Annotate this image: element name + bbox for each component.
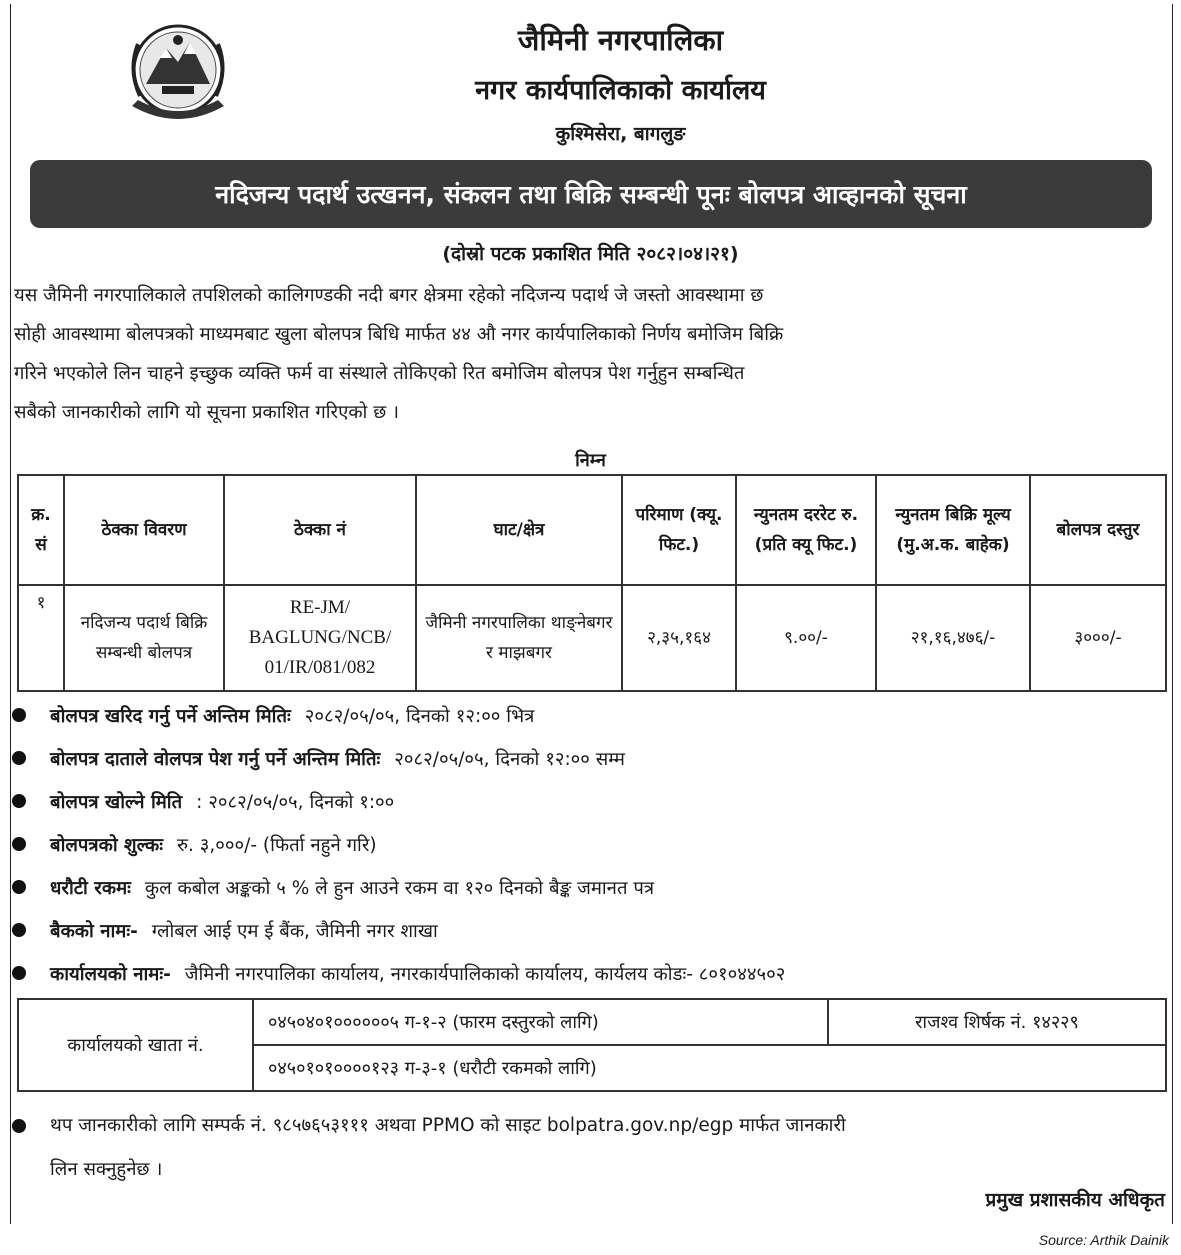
table-caption: निम्न	[575, 450, 606, 471]
item-label: बोलपत्रको शुल्कः	[50, 834, 163, 856]
intro-paragraph	[14, 276, 1168, 432]
contact-line	[12, 1104, 1172, 1148]
bullet-icon	[12, 880, 26, 894]
item-value: ग्लोबल आई एम ई बैंक, जैमिनी नगर शाखा	[151, 920, 438, 942]
item-value: रु. ३,०००/- (फिर्ता नहुने गरि)	[176, 834, 377, 856]
bullet-icon	[12, 708, 26, 722]
header-fee: बोलपत्र दस्तुर	[1030, 475, 1166, 585]
cell-min-price: २१,१६,४७६/-	[876, 585, 1030, 691]
list-item	[12, 786, 394, 816]
item-value: कुल कबोल अङ्कको ५ % ले हुन आउने रकम वा १२० दिनको बैङ्क जमानत पत्र	[144, 877, 655, 899]
cell-quantity: २,३५,१६४	[622, 585, 736, 691]
source-credit: Source: Arthik Dainik	[1038, 1232, 1169, 1248]
bullet-icon	[12, 1119, 26, 1133]
contact-line: लिन सक्नुहुनेछ ।	[50, 1159, 163, 1180]
item-label: बोलपत्र खोल्ने मिति	[50, 791, 183, 813]
cell-site: जैमिनी नगरपालिका थाङ्नेबगर र माझबगर	[416, 585, 622, 691]
cell-description: नदिजन्य पदार्थ बिक्रि सम्बन्धी बोलपत्र	[64, 585, 224, 691]
contact-text: थप जानकारीको लागि सम्पर्क नं. ९८५७६५३१११ अथवा PPMO को साइट bolpatra.gov.np/egp मार्फत जानकारी	[50, 1115, 846, 1136]
cell-min-rate: ९.००/-	[736, 585, 876, 691]
table-row	[18, 585, 1166, 691]
item-label: बोलपत्र खरिद गर्नु पर्ने अन्तिम मितिः	[50, 705, 291, 727]
bullet-icon	[12, 751, 26, 765]
intro-line: सोही आवस्थामा बोलपत्रको माध्यमबाट खुला बोलपत्र बिधि मार्फत ४४ औ नगर कार्यपालिकाको निर्णय बमोजिम बिक्रि	[14, 324, 784, 345]
office-name: नगर कार्यपालिकाको कार्यालय	[475, 75, 766, 106]
revenue-heading-no: राजश्व शिर्षक नं. १४२२९	[828, 999, 1166, 1045]
item-label: बोलपत्र दाताले वोलपत्र पेश गर्नु पर्ने अन्तिम मितिः	[50, 748, 381, 770]
bullet-icon	[12, 923, 26, 937]
cell-contract-no: RE-JM/ BAGLUNG/NCB/ 01/IR/081/082	[224, 585, 416, 691]
cell-fee: ३०००/-	[1030, 585, 1166, 691]
header-contract-no: ठेक्का नं	[224, 475, 416, 585]
item-value: : २०८२/०५/०५, दिनको १:००	[196, 791, 395, 813]
header-sn: क्र. सं	[18, 475, 64, 585]
left-border-line	[10, 4, 11, 1224]
account-label: कार्यालयको खाता नं.	[18, 999, 253, 1091]
item-label: धरौटी रकमः	[50, 877, 131, 899]
notice-title-banner	[30, 160, 1152, 228]
list-item	[12, 743, 625, 773]
header-site: घाट/क्षेत्र	[416, 475, 622, 585]
account-row	[18, 999, 1166, 1045]
list-item	[12, 872, 654, 902]
list-item	[12, 915, 438, 945]
publication-date: (दोस्रो पटक प्रकाशित मिति २०८२।०४।२१)	[442, 243, 739, 265]
cell-sn: १	[18, 585, 64, 691]
contact-info	[12, 1104, 1172, 1192]
list-item	[12, 700, 534, 730]
intro-line: यस जैमिनी नगरपालिकाले तपशिलको कालिगण्डकी नदी बगर क्षेत्रमा रहेको नदिजन्य पदार्थ जे जस्तो आवस्थामा छ	[14, 285, 764, 306]
account-number-fee: ०४५०४०१००००००५ ग-१-२ (फारम दस्तुरको लागि)	[253, 999, 828, 1045]
account-table	[17, 998, 1167, 1092]
municipality-name: जैमिनी नगरपालिका	[517, 23, 724, 57]
contract-table	[17, 474, 1167, 692]
office-location: कुश्मिसेरा, बागलुङ	[555, 123, 686, 145]
notice-title: नदिजन्य पदार्थ उत्खनन, संकलन तथा बिक्रि सम्बन्धी पूनः बोलपत्र आव्हानको सूचना	[215, 180, 967, 209]
item-value: २०८२/०५/०५, दिनको १२:०० भित्र	[304, 705, 535, 727]
header-quantity: परिमाण (क्यू. फिट.)	[622, 475, 736, 585]
list-item	[12, 829, 377, 859]
table-header-row	[18, 475, 1166, 585]
header-min-rate: न्युनतम दररेट रु. (प्रति क्यू फिट.)	[736, 475, 876, 585]
item-label: कार्यालयको नामः-	[50, 963, 171, 985]
bullet-icon	[12, 966, 26, 980]
item-value: जैमिनी नगरपालिका कार्यालय, नगरकार्यपालिकाको कार्यालय, कार्यलय कोडः- ८०१०४४५०२	[184, 963, 786, 985]
bullet-icon	[12, 837, 26, 851]
account-number-deposit: ०४५०१०१००००१२३ ग-३-१ (धरौटी रकमको लागि)	[253, 1045, 1166, 1091]
header-min-price: न्युनतम बिक्रि मूल्य (मु.अ.क. बाहेक)	[876, 475, 1030, 585]
bullet-icon	[12, 794, 26, 808]
right-border-line	[1172, 4, 1173, 1224]
item-label: बैकको नामः-	[50, 920, 138, 942]
list-item	[12, 958, 785, 988]
header-description: ठेक्का विवरण	[64, 475, 224, 585]
item-value: २०८२/०५/०५, दिनको १२:०० सम्म	[394, 748, 625, 770]
signatory-title: प्रमुख प्रशासकीय अधिकृत	[985, 1189, 1165, 1211]
intro-line: सबैको जानकारीको लागि यो सूचना प्रकाशित गरिएको छ ।	[14, 402, 400, 423]
intro-line: गरिने भएकोले लिन चाहने इच्छुक व्यक्ति फर्म वा संस्थाले तोकिएको रित बमोजिम बोलपत्र पेश गर्नुहुन सम्बन्धित	[14, 363, 745, 384]
